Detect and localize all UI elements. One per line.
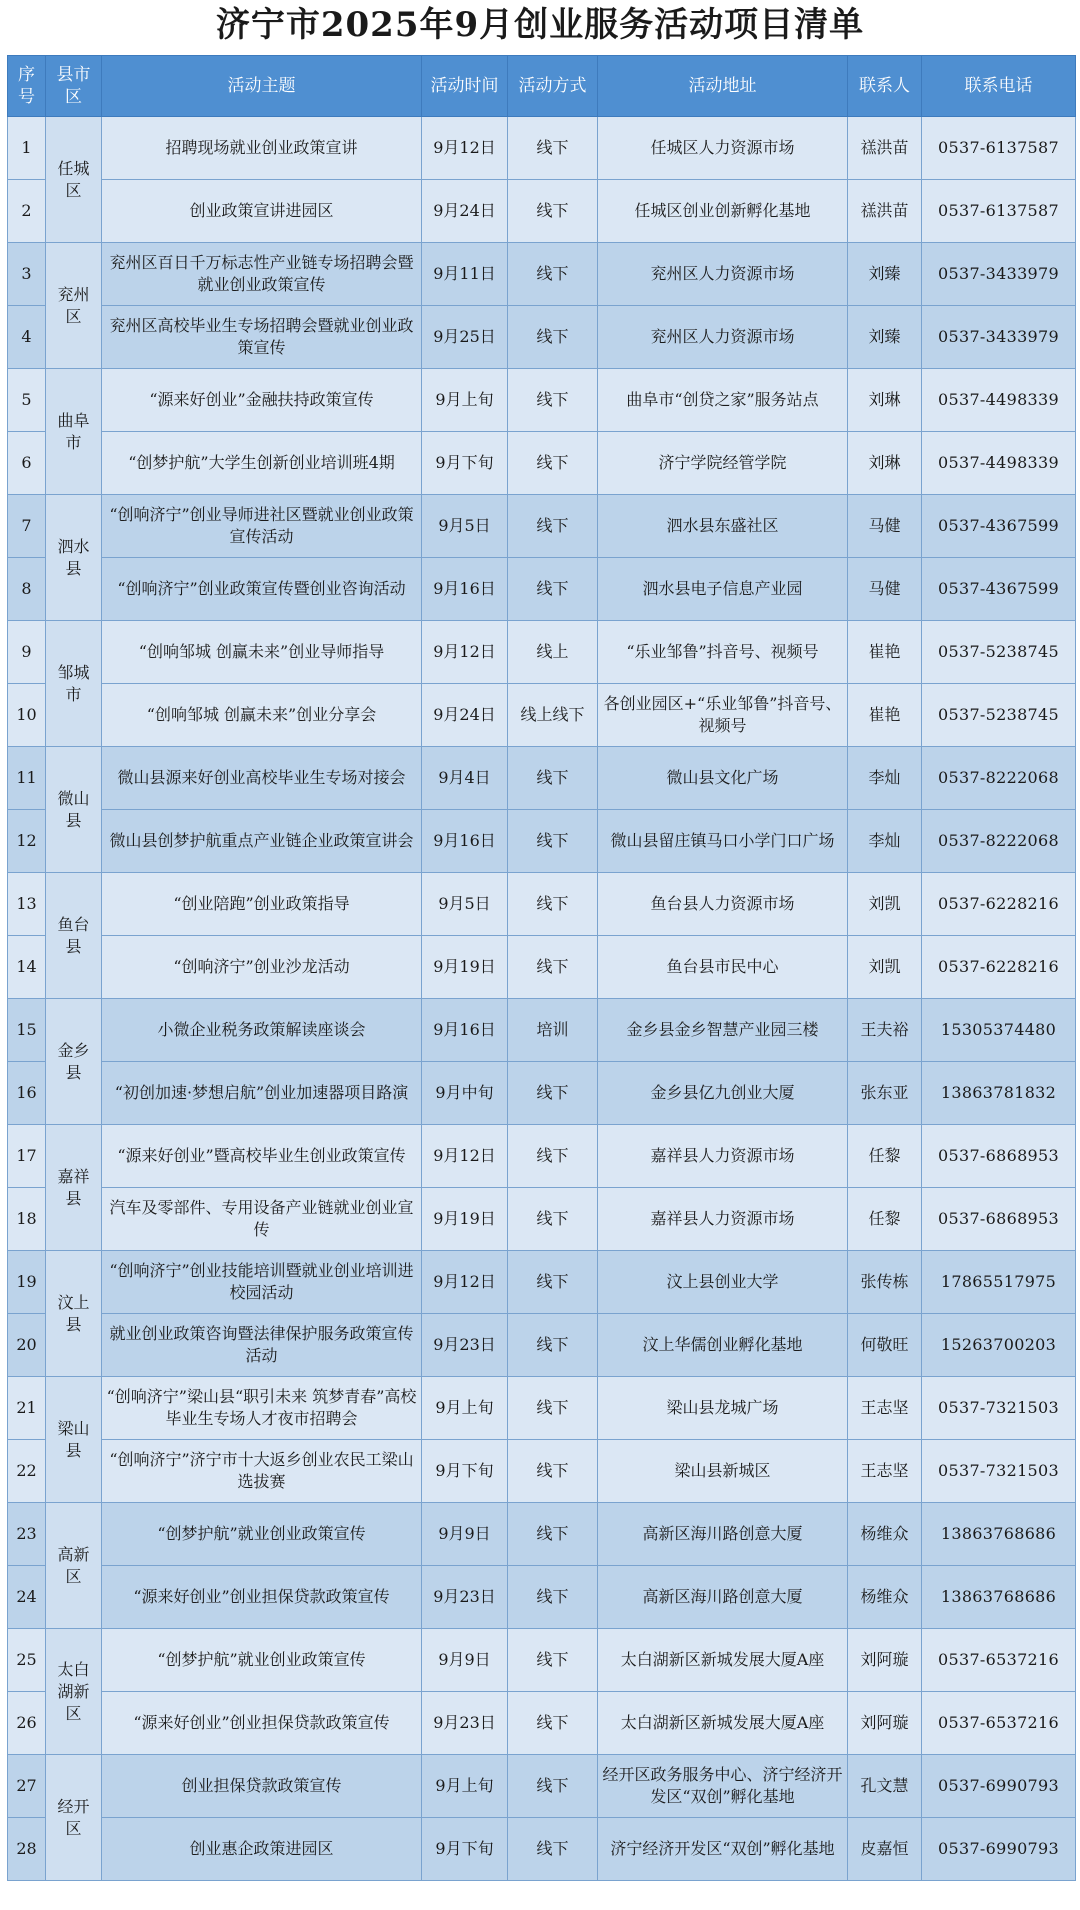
activity-address: 太白湖新区新城发展大厦A座 [598,1629,848,1692]
activity-time: 9月11日 [422,243,508,306]
table-row [8,117,1076,180]
contact-phone: 0537-4367599 [922,558,1076,621]
contact-person: 崔艳 [848,621,922,684]
activity-mode: 线下 [508,747,598,810]
table-row [8,243,1076,306]
activity-theme: 汽车及零部件、专用设备产业链就业创业宣传 [102,1188,422,1251]
header-contact: 联系人 [848,56,922,117]
contact-phone: 0537-5238745 [922,684,1076,747]
activity-theme: 创业政策宣讲进园区 [102,180,422,243]
activity-mode: 线下 [508,495,598,558]
contact-phone: 0537-6868953 [922,1125,1076,1188]
activity-theme: “创响邹城 创赢未来”创业导师指导 [102,621,422,684]
table-row [8,306,1076,369]
activity-mode: 线下 [508,1125,598,1188]
contact-person: 杨维众 [848,1503,922,1566]
activity-time: 9月上旬 [422,369,508,432]
activity-mode: 线下 [508,369,598,432]
activity-theme: “源来好创业”创业担保贷款政策宣传 [102,1692,422,1755]
row-number: 20 [8,1314,46,1377]
activity-theme: “创梦护航”大学生创新创业培训班4期 [102,432,422,495]
activity-time: 9月24日 [422,684,508,747]
activity-theme: “创响济宁”创业沙龙活动 [102,936,422,999]
activity-mode: 线下 [508,1188,598,1251]
row-number: 8 [8,558,46,621]
contact-phone: 0537-6868953 [922,1188,1076,1251]
activity-address: 任城区创业创新孵化基地 [598,180,848,243]
activity-time: 9月24日 [422,180,508,243]
contact-phone: 0537-8222068 [922,810,1076,873]
activity-mode: 线下 [508,432,598,495]
activity-theme: 兖州区百日千万标志性产业链专场招聘会暨就业创业政策宣传 [102,243,422,306]
contact-person: 李灿 [848,747,922,810]
table-row [8,873,1076,936]
activity-time: 9月16日 [422,558,508,621]
county-name: 泗水县 [46,495,102,621]
activity-time: 9月23日 [422,1314,508,1377]
activity-theme: 微山县创梦护航重点产业链企业政策宣讲会 [102,810,422,873]
activity-theme: 微山县源来好创业高校毕业生专场对接会 [102,747,422,810]
contact-person: 任黎 [848,1125,922,1188]
contact-person: 李灿 [848,810,922,873]
row-number: 12 [8,810,46,873]
activity-address: 汶上华儒创业孵化基地 [598,1314,848,1377]
contact-phone: 0537-8222068 [922,747,1076,810]
activity-time: 9月上旬 [422,1377,508,1440]
county-name: 经开区 [46,1755,102,1881]
activity-theme: 创业惠企政策进园区 [102,1818,422,1881]
activity-time: 9月12日 [422,1125,508,1188]
activity-address: 经开区政务服务中心、济宁经济开发区“双创”孵化基地 [598,1755,848,1818]
row-number: 1 [8,117,46,180]
contact-phone: 0537-3433979 [922,243,1076,306]
table-row [8,1377,1076,1440]
county-name: 金乡县 [46,999,102,1125]
activity-address: 任城区人力资源市场 [598,117,848,180]
page-title: 济宁市2025年9月创业服务活动项目清单 [215,5,865,45]
contact-phone: 0537-6228216 [922,936,1076,999]
activity-mode: 培训 [508,999,598,1062]
contact-person: 王夫裕 [848,999,922,1062]
activity-address: 汶上县创业大学 [598,1251,848,1314]
contact-person: 张传栋 [848,1251,922,1314]
activity-address: 金乡县亿九创业大厦 [598,1062,848,1125]
activity-mode: 线下 [508,1692,598,1755]
row-number: 16 [8,1062,46,1125]
activity-address: 太白湖新区新城发展大厦A座 [598,1692,848,1755]
activity-theme: “创响济宁”创业技能培训暨就业创业培训进校园活动 [102,1251,422,1314]
activity-time: 9月下旬 [422,1818,508,1881]
row-number: 27 [8,1755,46,1818]
row-number: 13 [8,873,46,936]
activity-theme: “创梦护航”就业创业政策宣传 [102,1629,422,1692]
activity-time: 9月中旬 [422,1062,508,1125]
activity-time: 9月4日 [422,747,508,810]
activity-mode: 线下 [508,243,598,306]
activity-mode: 线下 [508,1818,598,1881]
header-time: 活动时间 [422,56,508,117]
contact-person: 张东亚 [848,1062,922,1125]
activity-address: 济宁经济开发区“双创”孵化基地 [598,1818,848,1881]
contact-phone: 0537-6537216 [922,1629,1076,1692]
county-name: 鱼台县 [46,873,102,999]
table-row [8,558,1076,621]
table-row [8,1062,1076,1125]
activity-mode: 线下 [508,810,598,873]
contact-person: 何敬旺 [848,1314,922,1377]
table-row [8,747,1076,810]
row-number: 28 [8,1818,46,1881]
contact-person: 崔艳 [848,684,922,747]
activity-theme: 招聘现场就业创业政策宣讲 [102,117,422,180]
contact-phone: 0537-7321503 [922,1377,1076,1440]
activity-mode: 线下 [508,936,598,999]
activity-address: 微山县留庄镇马口小学门口广场 [598,810,848,873]
activity-address: 金乡县金乡智慧产业园三楼 [598,999,848,1062]
activity-address: 曲阜市“创贷之家”服务站点 [598,369,848,432]
header-no: 序号 [8,56,46,117]
row-number: 10 [8,684,46,747]
activity-time: 9月23日 [422,1692,508,1755]
table-row [8,1251,1076,1314]
contact-person: 马健 [848,558,922,621]
table-row [8,180,1076,243]
table-row [8,621,1076,684]
contact-person: 禚洪苗 [848,180,922,243]
contact-person: 禚洪苗 [848,117,922,180]
activity-mode: 线下 [508,1377,598,1440]
contact-phone: 0537-4498339 [922,432,1076,495]
table-row [8,1818,1076,1881]
contact-person: 任黎 [848,1188,922,1251]
header-county: 县市区 [46,56,102,117]
row-number: 5 [8,369,46,432]
activity-mode: 线下 [508,306,598,369]
table-row [8,936,1076,999]
contact-phone: 0537-6137587 [922,117,1076,180]
activity-address: 鱼台县市民中心 [598,936,848,999]
county-name: 微山县 [46,747,102,873]
table-row [8,1188,1076,1251]
activity-time: 9月19日 [422,1188,508,1251]
activity-time: 9月19日 [422,936,508,999]
row-number: 21 [8,1377,46,1440]
activity-time: 9月12日 [422,621,508,684]
activity-theme: “创响济宁”济宁市十大返乡创业农民工梁山选拔赛 [102,1440,422,1503]
contact-person: 王志坚 [848,1440,922,1503]
county-name: 邹城市 [46,621,102,747]
county-name: 嘉祥县 [46,1125,102,1251]
activity-time: 9月5日 [422,873,508,936]
activity-mode: 线上 [508,621,598,684]
activity-mode: 线下 [508,1314,598,1377]
contact-phone: 17865517975 [922,1251,1076,1314]
table-row [8,1755,1076,1818]
activity-theme: “源来好创业”暨高校毕业生创业政策宣传 [102,1125,422,1188]
county-name: 汶上县 [46,1251,102,1377]
county-name: 梁山县 [46,1377,102,1503]
activity-mode: 线下 [508,1251,598,1314]
contact-person: 刘琳 [848,432,922,495]
activity-address: 嘉祥县人力资源市场 [598,1188,848,1251]
county-name: 高新区 [46,1503,102,1629]
contact-person: 刘阿璇 [848,1629,922,1692]
activity-address: 泗水县东盛社区 [598,495,848,558]
activity-mode: 线下 [508,558,598,621]
contact-phone: 0537-5238745 [922,621,1076,684]
activity-mode: 线上线下 [508,684,598,747]
contact-person: 刘凯 [848,873,922,936]
activity-theme: 创业担保贷款政策宣传 [102,1755,422,1818]
activity-time: 9月12日 [422,1251,508,1314]
contact-person: 刘凯 [848,936,922,999]
table-row [8,810,1076,873]
activity-theme: “源来好创业”金融扶持政策宣传 [102,369,422,432]
header-mode: 活动方式 [508,56,598,117]
row-number: 26 [8,1692,46,1755]
activity-time: 9月9日 [422,1503,508,1566]
activity-address: 微山县文化广场 [598,747,848,810]
activity-mode: 线下 [508,1503,598,1566]
activity-theme: “创响济宁”梁山县“职引未来 筑梦青春”高校毕业生专场人才夜市招聘会 [102,1377,422,1440]
activity-address: 高新区海川路创意大厦 [598,1566,848,1629]
activity-theme: 小微企业税务政策解读座谈会 [102,999,422,1062]
activity-mode: 线下 [508,117,598,180]
activity-address: 鱼台县人力资源市场 [598,873,848,936]
county-name: 曲阜市 [46,369,102,495]
contact-phone: 0537-4498339 [922,369,1076,432]
activity-address: 兖州区人力资源市场 [598,306,848,369]
contact-phone: 0537-6137587 [922,180,1076,243]
contact-phone: 0537-6537216 [922,1692,1076,1755]
activity-address: 济宁学院经管学院 [598,432,848,495]
activity-theme: “初创加速·梦想启航”创业加速器项目路演 [102,1062,422,1125]
contact-person: 刘臻 [848,306,922,369]
contact-phone: 13863768686 [922,1566,1076,1629]
activity-theme: “创响济宁”创业导师进社区暨就业创业政策宣传活动 [102,495,422,558]
contact-phone: 0537-6228216 [922,873,1076,936]
activity-mode: 线下 [508,873,598,936]
row-number: 19 [8,1251,46,1314]
contact-person: 王志坚 [848,1377,922,1440]
row-number: 25 [8,1629,46,1692]
activity-mode: 线下 [508,1440,598,1503]
activity-address: “乐业邹鲁”抖音号、视频号 [598,621,848,684]
table-row [8,999,1076,1062]
contact-person: 皮嘉恒 [848,1818,922,1881]
header-theme: 活动主题 [102,56,422,117]
table-row [8,684,1076,747]
activity-theme: “创梦护航”就业创业政策宣传 [102,1503,422,1566]
activity-theme: “源来好创业”创业担保贷款政策宣传 [102,1566,422,1629]
table-row [8,1629,1076,1692]
activity-mode: 线下 [508,1629,598,1692]
table-row [8,1314,1076,1377]
row-number: 15 [8,999,46,1062]
activity-time: 9月12日 [422,117,508,180]
activity-mode: 线下 [508,180,598,243]
contact-phone: 0537-6990793 [922,1818,1076,1881]
table-row [8,1125,1076,1188]
activity-theme: “创响济宁”创业政策宣传暨创业咨询活动 [102,558,422,621]
table-row [8,1440,1076,1503]
activity-theme: “创业陪跑”创业政策指导 [102,873,422,936]
table-row [8,1692,1076,1755]
activity-time: 9月下旬 [422,1440,508,1503]
activity-mode: 线下 [508,1062,598,1125]
activity-mode: 线下 [508,1755,598,1818]
county-name: 任城区 [46,117,102,243]
contact-phone: 13863768686 [922,1503,1076,1566]
contact-phone: 0537-4367599 [922,495,1076,558]
activity-table [7,55,1076,1881]
contact-person: 刘琳 [848,369,922,432]
contact-phone: 15263700203 [922,1314,1076,1377]
table-row [8,1566,1076,1629]
table-row [8,495,1076,558]
activity-address: 各创业园区+“乐业邹鲁”抖音号、视频号 [598,684,848,747]
contact-phone: 0537-6990793 [922,1755,1076,1818]
activity-theme: 就业创业政策咨询暨法律保护服务政策宣传活动 [102,1314,422,1377]
contact-phone: 13863781832 [922,1062,1076,1125]
row-number: 14 [8,936,46,999]
row-number: 22 [8,1440,46,1503]
row-number: 17 [8,1125,46,1188]
header-phone: 联系电话 [922,56,1076,117]
row-number: 18 [8,1188,46,1251]
activity-address: 嘉祥县人力资源市场 [598,1125,848,1188]
table-row [8,369,1076,432]
contact-person: 杨维众 [848,1566,922,1629]
row-number: 11 [8,747,46,810]
table-header-row [8,56,1076,117]
contact-person: 刘阿璇 [848,1692,922,1755]
activity-address: 高新区海川路创意大厦 [598,1503,848,1566]
row-number: 3 [8,243,46,306]
contact-person: 马健 [848,495,922,558]
county-name: 太白湖新区 [46,1629,102,1755]
row-number: 23 [8,1503,46,1566]
row-number: 7 [8,495,46,558]
contact-person: 孔文慧 [848,1755,922,1818]
activity-address: 梁山县新城区 [598,1440,848,1503]
table-body [8,117,1076,1881]
contact-person: 刘臻 [848,243,922,306]
county-name: 兖州区 [46,243,102,369]
table-row [8,1503,1076,1566]
activity-time: 9月下旬 [422,432,508,495]
contact-phone: 15305374480 [922,999,1076,1062]
contact-phone: 0537-7321503 [922,1440,1076,1503]
row-number: 9 [8,621,46,684]
row-number: 2 [8,180,46,243]
activity-theme: 兖州区高校毕业生专场招聘会暨就业创业政策宣传 [102,306,422,369]
table-row [8,432,1076,495]
activity-time: 9月上旬 [422,1755,508,1818]
row-number: 24 [8,1566,46,1629]
contact-phone: 0537-3433979 [922,306,1076,369]
activity-time: 9月5日 [422,495,508,558]
activity-address: 兖州区人力资源市场 [598,243,848,306]
activity-mode: 线下 [508,1566,598,1629]
row-number: 4 [8,306,46,369]
activity-address: 泗水县电子信息产业园 [598,558,848,621]
row-number: 6 [8,432,46,495]
activity-time: 9月16日 [422,999,508,1062]
activity-time: 9月25日 [422,306,508,369]
header-address: 活动地址 [598,56,848,117]
activity-time: 9月16日 [422,810,508,873]
activity-time: 9月9日 [422,1629,508,1692]
activity-theme: “创响邹城 创赢未来”创业分享会 [102,684,422,747]
activity-time: 9月23日 [422,1566,508,1629]
activity-address: 梁山县龙城广场 [598,1377,848,1440]
